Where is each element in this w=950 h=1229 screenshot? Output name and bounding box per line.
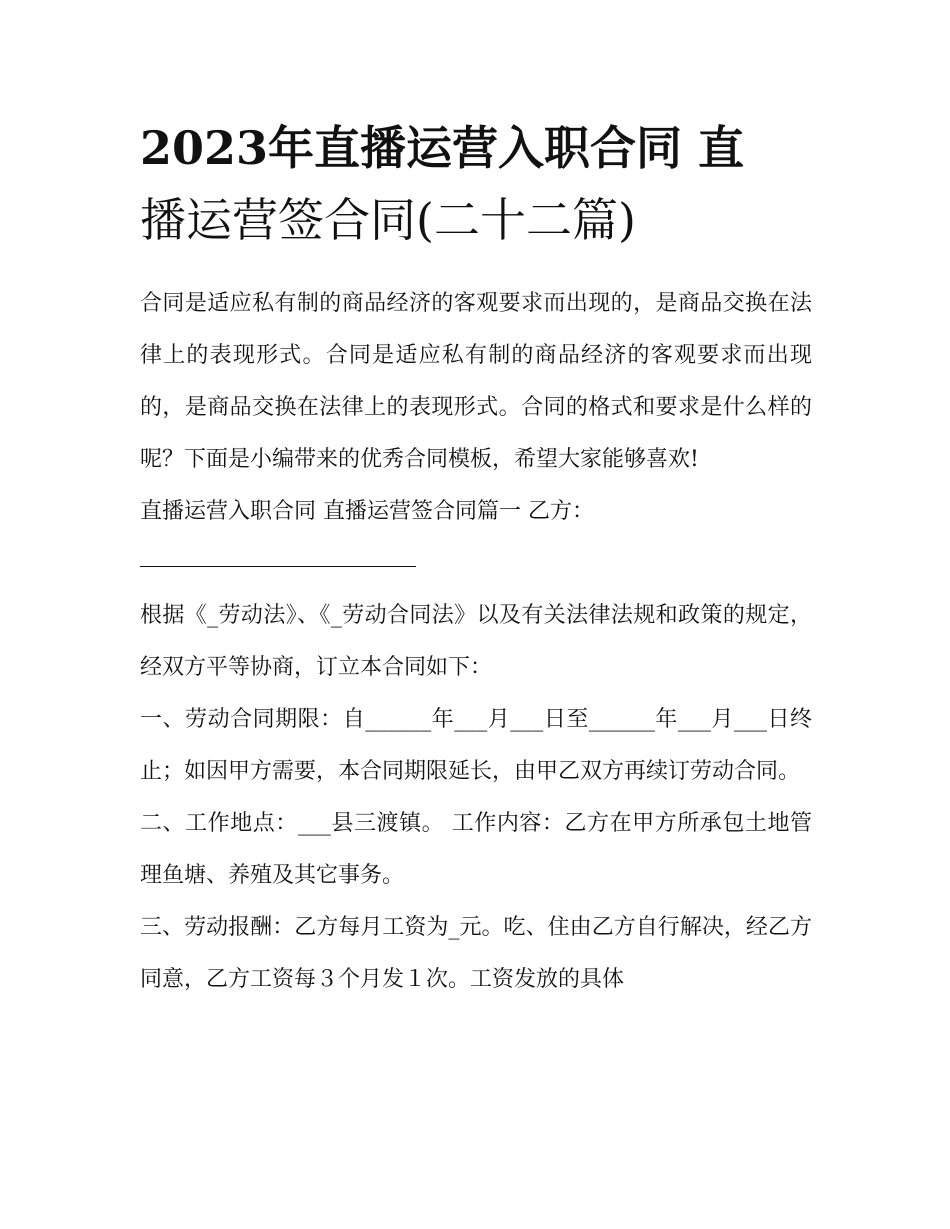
intro-paragraph: 合同是适应私有制的商品经济的客观要求而出现的，是商品交换在法律上的表现形式。合同是适应私有制的商品经济的客观要求而出现的，是商品交换在法律上的表现形式。合同的格式和要求是什么样的呢？下面是小编带来的优秀合同模板，希望大家能够喜欢! (140, 291, 812, 472)
clause-term-paragraph: 一、劳动合同期限：自______年___月___日至______年___月___日终止；如因甲方需要，本合同期限延长，由甲乙双方再续订劳动合同。 (140, 707, 812, 784)
document-page (140, 112, 812, 1006)
title-line-2: 播运营签合同(二十二篇) (140, 193, 636, 247)
clause-salary-paragraph: 三、劳动报酬：乙方每月工资为_元。吃、住由乙方自行解决，经乙方同意，乙方工资每３个月发１次。工资发放的具体 (140, 915, 812, 992)
document-title (140, 112, 812, 256)
contract-heading-paragraph: 直播运营入职合同 直播运营签合同篇一 乙方： (140, 499, 594, 524)
legal-basis-paragraph: 根据《_劳动法》、《_劳动合同法》以及有关法律法规和政策的规定，经双方平等协商，订立本合同如下： (140, 603, 812, 680)
party-b-blank-line (140, 538, 812, 590)
clause-location-paragraph: 二、工作地点：___县三渡镇。 工作内容：乙方在甲方所承包土地管理鱼塘、养殖及其它事务。 (140, 811, 812, 888)
title-line-1: 2023年直播运营入职合同 直 (140, 121, 745, 175)
